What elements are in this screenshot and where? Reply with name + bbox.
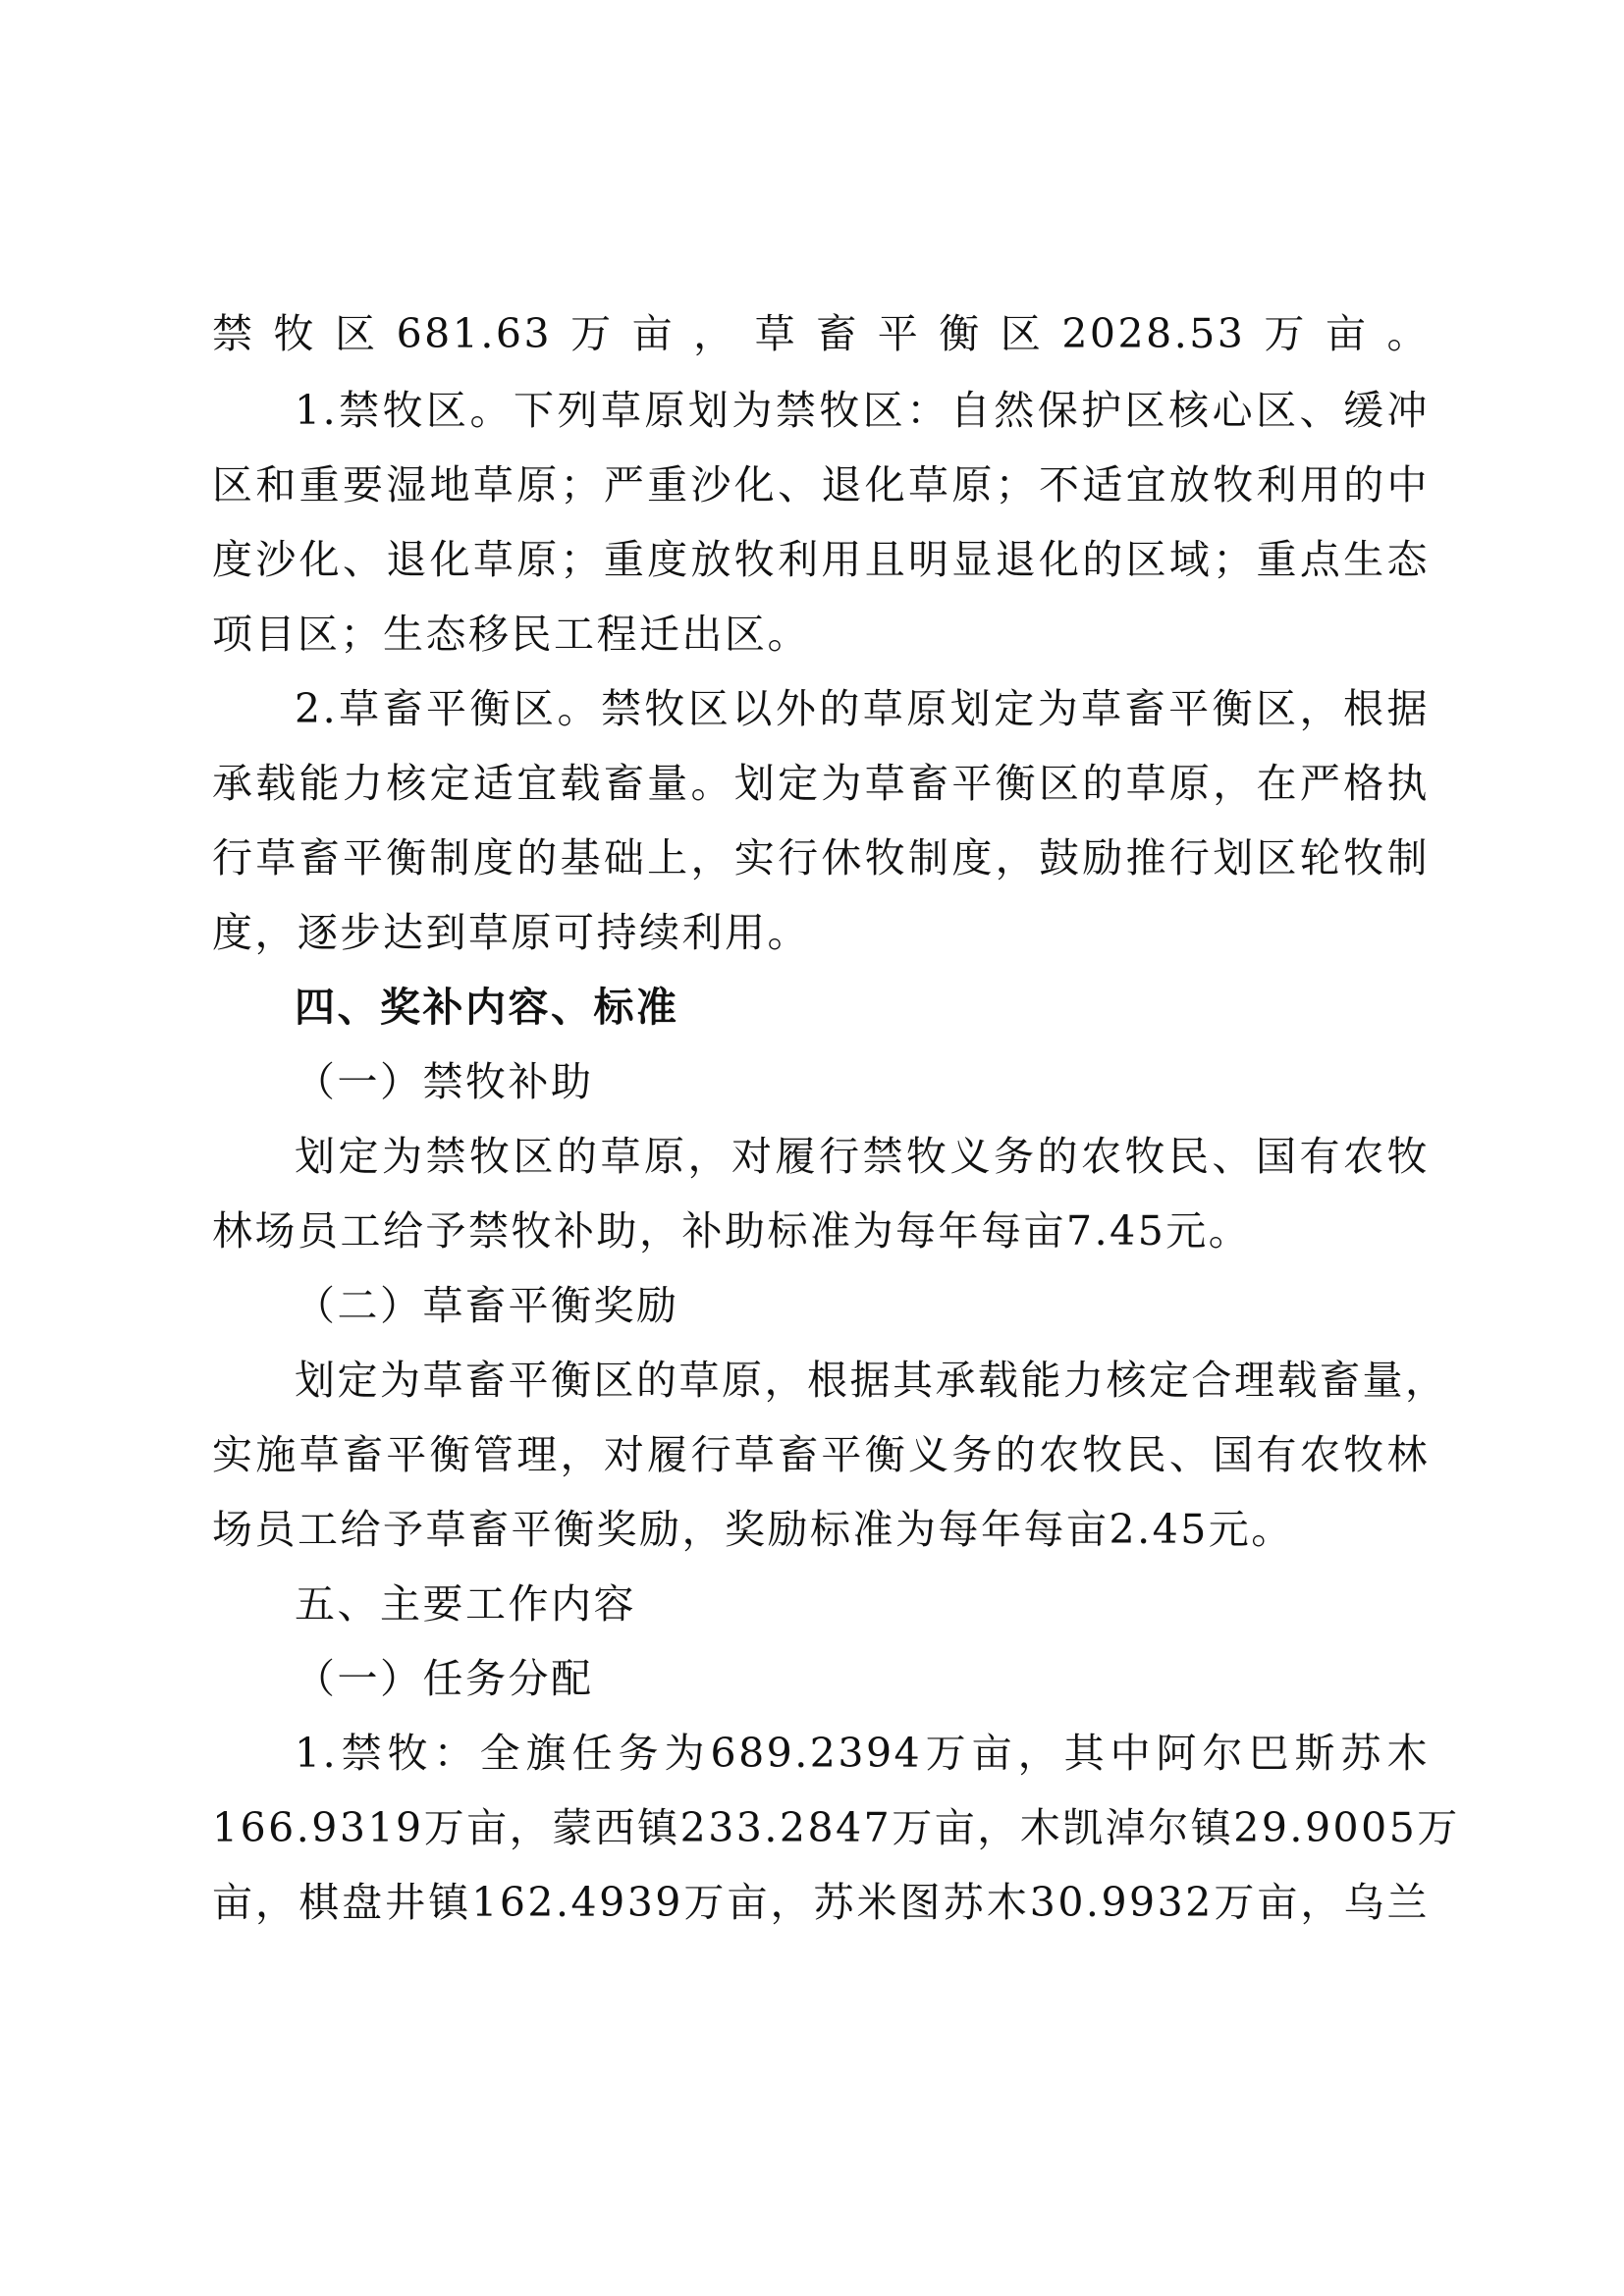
paragraph-line: 1.禁牧：全旗任务为689.2394万亩，其中阿尔巴斯苏木 (295, 1730, 1430, 1777)
subsection-heading: （一）任务分配 (295, 1655, 594, 1702)
subsection-heading: （一）禁牧补助 (295, 1058, 594, 1105)
paragraph-line: 项目区；生态移民工程迁出区。 (212, 611, 810, 658)
paragraph-line: 承载能力核定适宜载畜量。划定为草畜平衡区的草原，在严格执 (212, 760, 1430, 807)
section-heading: 四、奖补内容、标准 (295, 984, 679, 1031)
paragraph-line: 禁牧区681.63万亩，草畜平衡区2028.53万亩。 (212, 310, 1430, 357)
paragraph-line: 实施草畜平衡管理，对履行草畜平衡义务的农牧民、国有农牧林 (212, 1431, 1430, 1478)
paragraph-line: 行草畜平衡制度的基础上，实行休牧制度，鼓励推行划区轮牧制 (212, 834, 1430, 881)
paragraph-line: 划定为草畜平衡区的草原，根据其承载能力核定合理载畜量， (295, 1357, 1448, 1404)
paragraph-line: 区和重要湿地草原；严重沙化、退化草原；不适宜放牧利用的中 (212, 461, 1430, 508)
paragraph-line: 度沙化、退化草原；重度放牧利用且明显退化的区域；重点生态 (212, 536, 1430, 583)
section-heading: 五、主要工作内容 (295, 1580, 636, 1628)
paragraph-line: 场员工给予草畜平衡奖励，奖励标准为每年每亩2.45元。 (212, 1506, 1294, 1553)
subsection-heading: （二）草畜平衡奖励 (295, 1282, 679, 1329)
paragraph-line: 划定为禁牧区的草原，对履行禁牧义务的农牧民、国有农牧 (295, 1133, 1430, 1180)
paragraph-line: 度，逐步达到草原可持续利用。 (212, 909, 810, 956)
paragraph-line: 166.9319万亩，蒙西镇233.2847万亩，木凯淖尔镇29.9005万 (212, 1804, 1460, 1851)
paragraph-line: 亩，棋盘井镇162.4939万亩，苏米图苏木30.9932万亩，乌兰 (212, 1879, 1430, 1926)
paragraph-line: 1.禁牧区。下列草原划为禁牧区：自然保护区核心区、缓冲 (295, 387, 1430, 434)
paragraph-line: 林场员工给予禁牧补助，补助标准为每年每亩7.45元。 (212, 1207, 1252, 1255)
paragraph-line: 2.草畜平衡区。禁牧区以外的草原划定为草畜平衡区，根据 (295, 685, 1430, 732)
